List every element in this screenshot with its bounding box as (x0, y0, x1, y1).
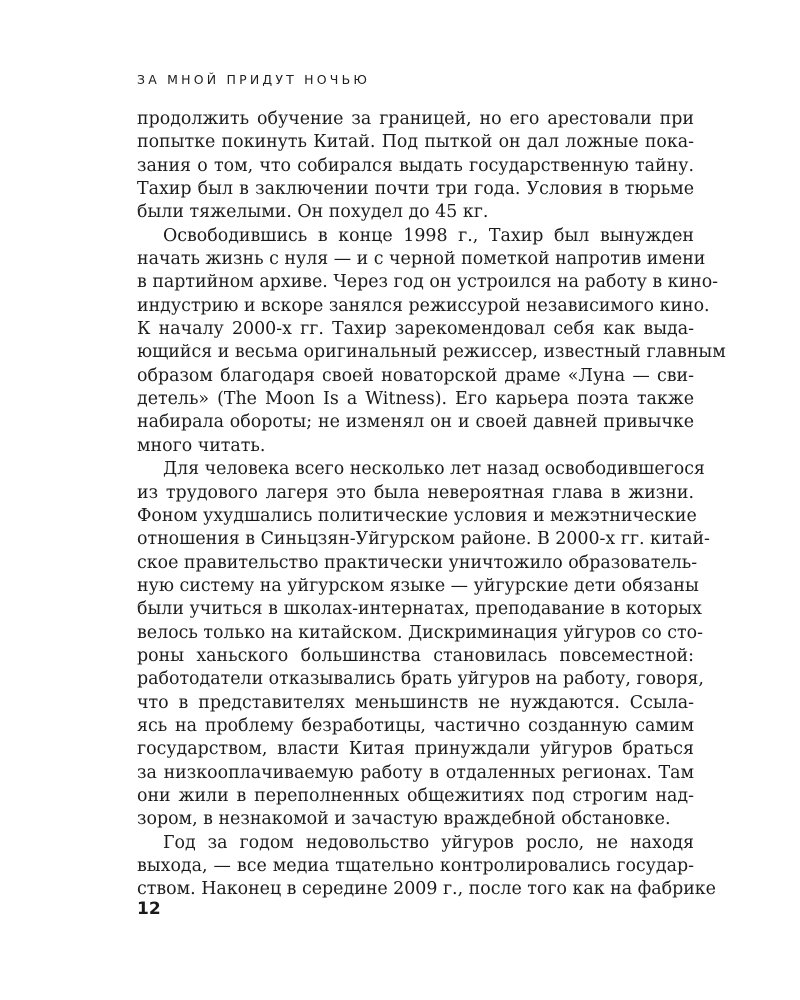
text-line: работодатели отказывались брать уйгуров на работу, говоря, (137, 669, 704, 690)
text-line: продолжить обучение за границей, но его арестовали при (137, 109, 694, 129)
text-line: Для человека всего несколько лет назад освободившегося (163, 459, 705, 480)
text-line: детель» (The Moon Is a Witness). Его карьера поэта также (137, 389, 694, 410)
text-line: ское правительство практически уничтожило образователь- (137, 552, 698, 573)
text-line: много читать. (137, 435, 266, 456)
text-line: выхода, — все медиа тщательно контролировались государ- (137, 856, 694, 876)
text-line: из трудового лагеря это была невероятная глава в жизни. (137, 482, 694, 503)
text-line: индустрию и вскоре занялся режиссурой независимого кино. (137, 295, 710, 316)
running-head: ЗА МНОЙ ПРИДУТ НОЧЬЮ (137, 72, 371, 87)
text-line: что в представителях меньшинств не нуждаются. Ссыла- (137, 692, 694, 713)
text-line: ную систему на уйгурском языке — уйгурские дети обязаны (137, 575, 699, 596)
text-line: за низкооплачиваемую работу в отдаленных регионах. Там (137, 762, 694, 783)
text-line: ющийся и весьма оригинальный режиссер, известный главным (137, 342, 726, 363)
text-line: начать жизнь с нуля — и с черной пометкой напротив имени (137, 249, 706, 270)
text-line: Тахир был в заключении почти три года. Условия в тюрьме (137, 179, 694, 200)
text-line: были учиться в школах-интернатах, преподавание в которых (137, 599, 702, 620)
text-line: К началу 2000-х гг. Тахир зарекомендовал себя как выда- (137, 319, 694, 340)
text-line: Фоном ухудшались политические условия и межэтнические (137, 505, 697, 526)
text-line: набирала обороты; не изменял он и своей давней привычке (137, 412, 694, 433)
text-line: попытке покинуть Китай. Под пыткой он дал ложные пока- (137, 132, 694, 153)
text-line: ясь на проблему безработицы, частично созданную самим (137, 715, 694, 736)
text-line: ством. Наконец в середине 2009 г., после того как на фабрике (137, 879, 716, 900)
text-line: государством, власти Китая принуждали уйгуров браться (137, 739, 694, 760)
text-line: роны ханьского большинства становилась повсеместной: (137, 645, 694, 666)
text-line: зором, в незнакомой и зачастую враждебной обстановке. (137, 809, 671, 830)
text-line: отношения в Синьцзян-Уйгурском районе. В 2000-х гг. китай- (137, 529, 710, 550)
text-line: велось только на китайском. Дискриминация уйгуров со сто- (137, 622, 703, 643)
text-line: были тяжелыми. Он похудел до 45 кг. (137, 202, 489, 223)
text-line: образом благодаря своей новаторской драме «Луна — сви- (137, 365, 694, 386)
text-line: Освободившись в конце 1998 г., Тахир был вынужден (163, 225, 694, 246)
text-line: Год за годом недовольство уйгуров росло, не находя (163, 832, 694, 853)
body-text (137, 108, 726, 902)
text-line: в партийном архиве. Через год он устроился на работу в кино- (137, 272, 719, 293)
text-line: зания о том, что собирался выдать государственную тайну. (137, 155, 694, 176)
page-number: 12 (137, 899, 161, 919)
text-line: они жили в переполненных общежитиях под строгим над- (137, 785, 694, 806)
